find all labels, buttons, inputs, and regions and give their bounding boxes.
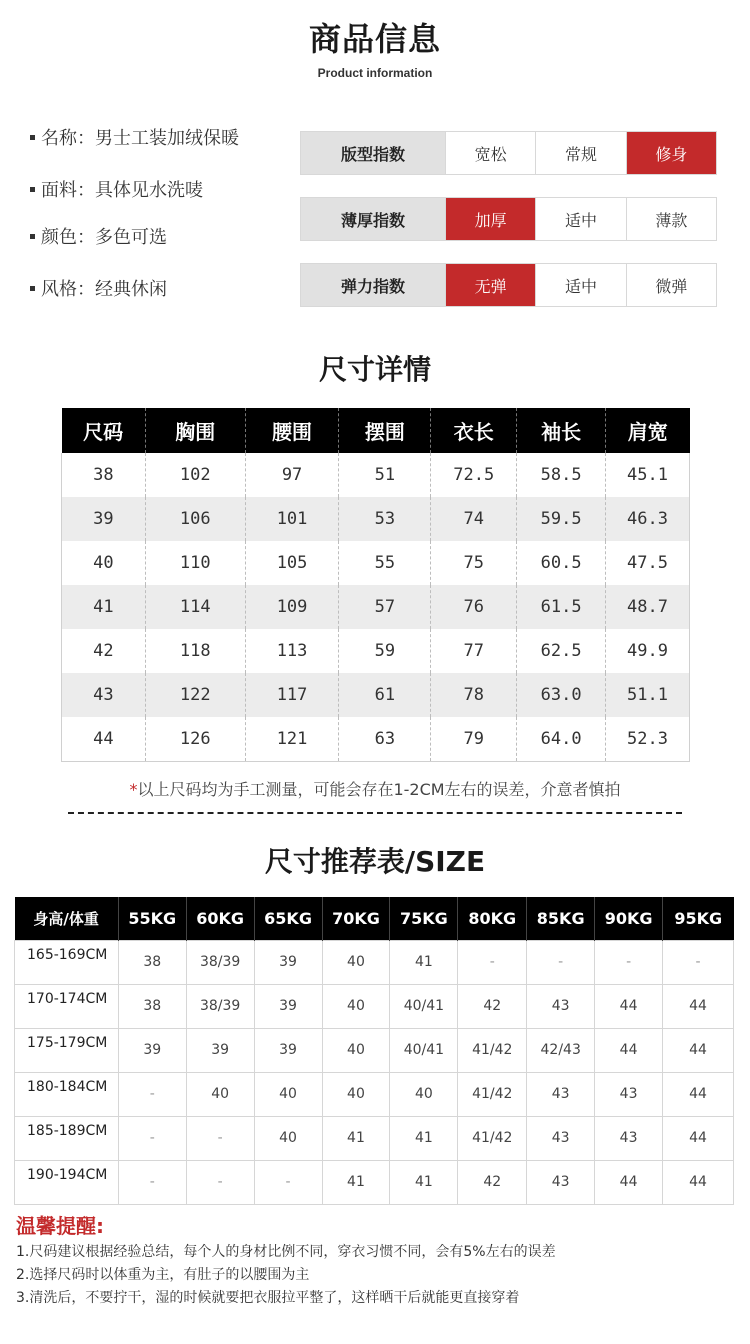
table-cell: 38/39 xyxy=(186,984,254,1028)
table-cell: 45.1 xyxy=(606,453,690,497)
table-cell: 44 xyxy=(663,1160,734,1204)
table-cell: 43 xyxy=(527,1116,595,1160)
table-cell: 72.5 xyxy=(431,453,517,497)
measurement-note xyxy=(0,777,750,800)
index-option: 适中 xyxy=(535,198,625,240)
table-cell: 41 xyxy=(322,1116,390,1160)
table-cell: 51.1 xyxy=(606,673,690,717)
index-label: 薄厚指数 xyxy=(301,198,445,240)
column-header: 衣长 xyxy=(431,408,517,453)
table-cell: 102 xyxy=(145,453,245,497)
table-cell: 43 xyxy=(527,1160,595,1204)
table-cell: 41 xyxy=(322,1160,390,1204)
table-cell: 39 xyxy=(186,1028,254,1072)
table-cell: - xyxy=(186,1116,254,1160)
table-cell: 41/42 xyxy=(458,1116,527,1160)
table-cell: 42 xyxy=(458,1160,527,1204)
table-cell: 42 xyxy=(458,984,527,1028)
column-header: 尺码 xyxy=(62,408,146,453)
table-cell: 78 xyxy=(431,673,517,717)
attribute-color: 颜色：多色可选 xyxy=(30,223,167,249)
size-detail-title: 尺寸详情 xyxy=(318,353,431,386)
table-row xyxy=(62,629,690,673)
table-cell: 63 xyxy=(339,717,431,761)
size-recommend-table xyxy=(14,897,734,1205)
table-cell: 39 xyxy=(254,984,322,1028)
index-thickness xyxy=(300,197,717,241)
bullet-icon xyxy=(30,135,35,140)
column-header: 60KG xyxy=(186,897,254,940)
table-cell: 79 xyxy=(431,717,517,761)
table-cell: - xyxy=(595,940,663,984)
table-cell: 114 xyxy=(145,585,245,629)
column-header: 85KG xyxy=(527,897,595,940)
table-cell: 39 xyxy=(118,1028,186,1072)
table-cell: 55 xyxy=(339,541,431,585)
table-cell: 43 xyxy=(595,1116,663,1160)
table-cell: 101 xyxy=(245,497,339,541)
table-cell: 121 xyxy=(245,717,339,761)
table-cell: 60.5 xyxy=(517,541,606,585)
size-detail-table xyxy=(61,408,690,762)
table-cell: 38 xyxy=(62,453,146,497)
table-row xyxy=(15,1028,734,1072)
table-cell: 126 xyxy=(145,717,245,761)
row-header: 170-174CM xyxy=(15,984,119,1028)
table-cell: - xyxy=(254,1160,322,1204)
table-cell: 117 xyxy=(245,673,339,717)
table-cell: 38 xyxy=(118,940,186,984)
row-header: 175-179CM xyxy=(15,1028,119,1072)
column-header: 肩宽 xyxy=(606,408,690,453)
table-cell: 40 xyxy=(390,1072,458,1116)
index-elasticity xyxy=(300,263,717,307)
column-header: 袖长 xyxy=(517,408,606,453)
table-row xyxy=(62,541,690,585)
table-row xyxy=(15,1072,734,1116)
table-cell: 113 xyxy=(245,629,339,673)
table-row xyxy=(62,717,690,761)
note-text: 以上尺码均为手工测量，可能会存在1-2CM左右的误差，介意者慎拍 xyxy=(137,780,621,799)
table-cell: 109 xyxy=(245,585,339,629)
row-header: 165-169CM xyxy=(15,940,119,984)
column-header: 95KG xyxy=(663,897,734,940)
table-cell: 43 xyxy=(62,673,146,717)
index-option: 微弹 xyxy=(626,264,716,306)
attribute-name: 名称：男士工装加绒保暖 xyxy=(30,124,239,150)
table-cell: 43 xyxy=(527,1072,595,1116)
table-row xyxy=(62,453,690,497)
table-cell: 75 xyxy=(431,541,517,585)
table-cell: 59.5 xyxy=(517,497,606,541)
page-subtitle: Product information xyxy=(317,66,433,80)
table-cell: 44 xyxy=(595,1160,663,1204)
table-cell: 40 xyxy=(254,1072,322,1116)
table-cell: 48.7 xyxy=(606,585,690,629)
table-cell: 76 xyxy=(431,585,517,629)
table-row xyxy=(62,497,690,541)
table-cell: 64.0 xyxy=(517,717,606,761)
row-header: 180-184CM xyxy=(15,1072,119,1116)
table-cell: 61.5 xyxy=(517,585,606,629)
table-cell: 47.5 xyxy=(606,541,690,585)
table-cell: 59 xyxy=(339,629,431,673)
table-cell: 122 xyxy=(145,673,245,717)
table-cell: 44 xyxy=(663,1028,734,1072)
table-cell: 52.3 xyxy=(606,717,690,761)
table-header-row xyxy=(15,897,734,940)
table-cell: 40 xyxy=(62,541,146,585)
index-option-selected: 无弹 xyxy=(445,264,535,306)
index-option: 适中 xyxy=(535,264,625,306)
table-cell: 38/39 xyxy=(186,940,254,984)
table-cell: 42 xyxy=(62,629,146,673)
index-label: 版型指数 xyxy=(301,132,445,174)
bullet-icon xyxy=(30,234,35,239)
table-cell: 38 xyxy=(118,984,186,1028)
table-row xyxy=(15,1160,734,1204)
tip-item: 1.尺码建议根据经验总结，每个人的身材比例不同，穿衣习惯不同，会有5%左右的误差 xyxy=(16,1244,556,1260)
table-cell: 118 xyxy=(145,629,245,673)
tip-item: 3.清洗后，不要拧干，湿的时候就要把衣服拉平整了，这样晒干后就能更直接穿着 xyxy=(16,1290,520,1306)
index-option: 常规 xyxy=(535,132,625,174)
table-cell: 61 xyxy=(339,673,431,717)
column-header: 腰围 xyxy=(245,408,339,453)
table-row xyxy=(62,585,690,629)
table-cell: 49.9 xyxy=(606,629,690,673)
table-cell: - xyxy=(118,1116,186,1160)
table-cell: 44 xyxy=(663,1116,734,1160)
divider xyxy=(68,812,682,814)
size-recommend-title: 尺寸推荐表/SIZE xyxy=(264,845,486,878)
column-header: 胸围 xyxy=(145,408,245,453)
table-cell: 44 xyxy=(663,1072,734,1116)
bullet-icon xyxy=(30,286,35,291)
index-option: 宽松 xyxy=(445,132,535,174)
table-cell: 74 xyxy=(431,497,517,541)
index-option-selected: 修身 xyxy=(626,132,716,174)
table-cell: 40 xyxy=(322,984,390,1028)
table-cell: - xyxy=(186,1160,254,1204)
table-cell: 44 xyxy=(663,984,734,1028)
table-cell: 41 xyxy=(390,1116,458,1160)
table-row xyxy=(15,984,734,1028)
table-row xyxy=(15,940,734,984)
row-header: 185-189CM xyxy=(15,1116,119,1160)
table-cell: 40/41 xyxy=(390,984,458,1028)
table-cell: 41 xyxy=(390,940,458,984)
page-title: 商品信息 xyxy=(308,20,441,58)
table-cell: 62.5 xyxy=(517,629,606,673)
table-cell: 51 xyxy=(339,453,431,497)
table-cell: 44 xyxy=(595,984,663,1028)
table-cell: 63.0 xyxy=(517,673,606,717)
note-star: * xyxy=(129,780,138,799)
column-header: 70KG xyxy=(322,897,390,940)
table-cell: 40 xyxy=(254,1116,322,1160)
table-cell: - xyxy=(458,940,527,984)
table-cell: 43 xyxy=(527,984,595,1028)
index-option-selected: 加厚 xyxy=(445,198,535,240)
table-cell: - xyxy=(118,1160,186,1204)
table-cell: 39 xyxy=(254,1028,322,1072)
table-cell: 41 xyxy=(62,585,146,629)
table-cell: 40 xyxy=(322,1028,390,1072)
index-fit xyxy=(300,131,717,175)
column-header: 80KG xyxy=(458,897,527,940)
table-cell: 41 xyxy=(390,1160,458,1204)
table-cell: 53 xyxy=(339,497,431,541)
table-cell: 39 xyxy=(62,497,146,541)
index-label: 弹力指数 xyxy=(301,264,445,306)
table-row xyxy=(62,673,690,717)
table-cell: 39 xyxy=(254,940,322,984)
table-cell: 41/42 xyxy=(458,1028,527,1072)
table-cell: 110 xyxy=(145,541,245,585)
table-cell: 43 xyxy=(595,1072,663,1116)
table-cell: 40/41 xyxy=(390,1028,458,1072)
table-cell: - xyxy=(527,940,595,984)
table-cell: 40 xyxy=(322,1072,390,1116)
table-row xyxy=(15,1116,734,1160)
column-header: 65KG xyxy=(254,897,322,940)
table-cell: - xyxy=(118,1072,186,1116)
table-header-row xyxy=(62,408,690,453)
bullet-icon xyxy=(30,187,35,192)
attribute-fabric: 面料：具体见水洗唛 xyxy=(30,176,203,202)
column-header: 90KG xyxy=(595,897,663,940)
table-cell: 40 xyxy=(186,1072,254,1116)
table-cell: 44 xyxy=(595,1028,663,1072)
row-header: 190-194CM xyxy=(15,1160,119,1204)
table-cell: - xyxy=(663,940,734,984)
column-header: 身高/体重 xyxy=(15,897,119,940)
table-cell: 105 xyxy=(245,541,339,585)
table-cell: 106 xyxy=(145,497,245,541)
index-option: 薄款 xyxy=(626,198,716,240)
table-cell: 97 xyxy=(245,453,339,497)
table-cell: 40 xyxy=(322,940,390,984)
table-cell: 57 xyxy=(339,585,431,629)
table-cell: 77 xyxy=(431,629,517,673)
column-header: 55KG xyxy=(118,897,186,940)
tip-item: 2.选择尺码时以体重为主，有肚子的以腰围为主 xyxy=(16,1267,310,1283)
table-cell: 46.3 xyxy=(606,497,690,541)
table-cell: 42/43 xyxy=(527,1028,595,1072)
attribute-style: 风格：经典休闲 xyxy=(30,275,167,301)
table-cell: 44 xyxy=(62,717,146,761)
table-cell: 58.5 xyxy=(517,453,606,497)
column-header: 摆围 xyxy=(339,408,431,453)
tips-title: 温馨提醒: xyxy=(16,1214,104,1238)
column-header: 75KG xyxy=(390,897,458,940)
table-cell: 41/42 xyxy=(458,1072,527,1116)
